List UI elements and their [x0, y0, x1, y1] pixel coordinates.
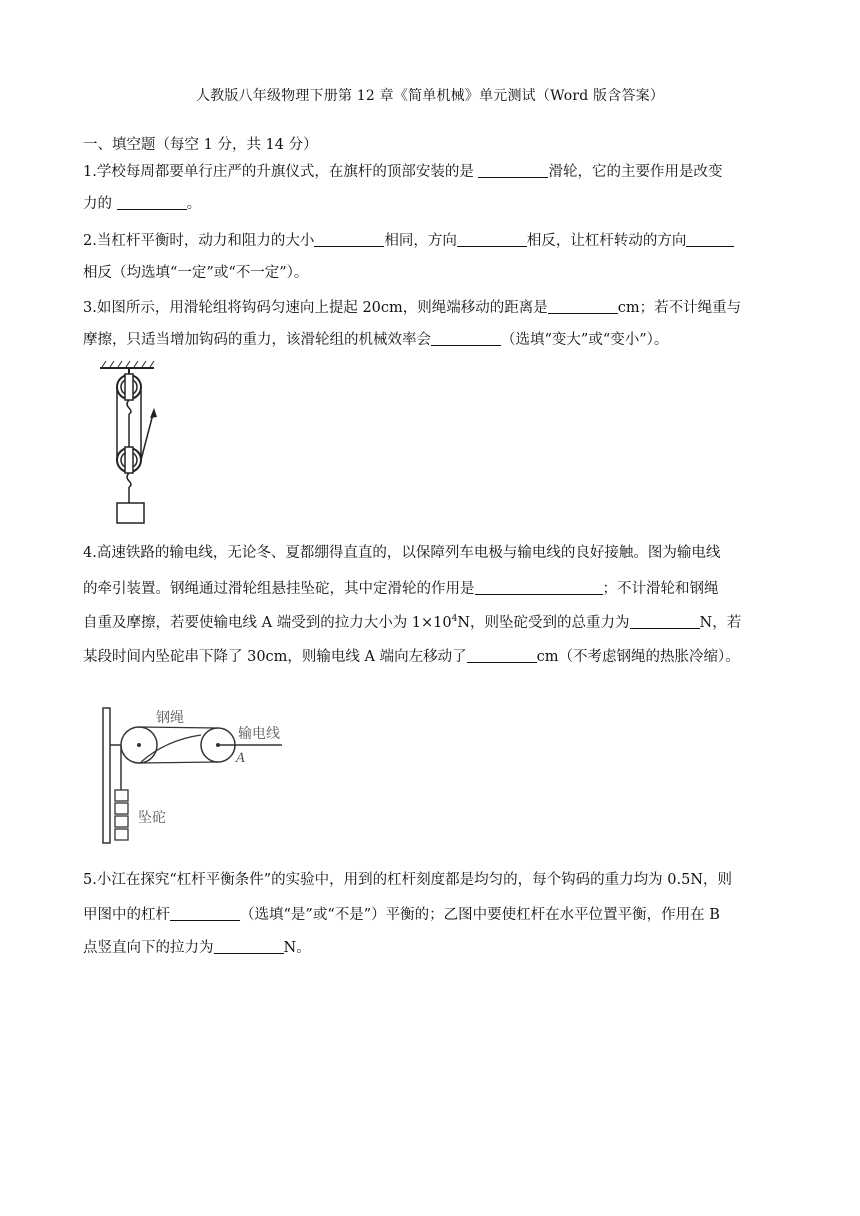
question-5-line-3	[83, 936, 783, 957]
q1-text-d: 。	[186, 196, 202, 212]
q4-text-d: N，则坠砣受到的总重力为	[457, 615, 630, 631]
q5-text-b: （选填“是”或“不是”）平衡的；乙图中要使杠杆在水平位置平衡，作用在 B	[240, 907, 720, 923]
q4-text-b: ；不计滑轮和钢绳	[602, 581, 719, 597]
q4-text-g: cm（不考虑钢绳的热胀冷缩）。	[536, 649, 740, 665]
q2-text-c: 相反，让杠杆转动的方向	[526, 233, 687, 249]
q1-text-b: 滑轮，它的主要作用是改变	[548, 164, 723, 180]
label-rope: 钢绳	[156, 710, 184, 726]
label-counterweight: 坠砣	[138, 810, 166, 826]
answer-blank[interactable]	[314, 232, 384, 247]
answer-blank[interactable]	[170, 906, 240, 921]
question-5-line-2	[83, 903, 783, 924]
q5-text-d: N。	[283, 940, 311, 956]
exponent: 4	[451, 614, 458, 625]
question-4-line-1: 4.高速铁路的输电线，无论冬、夏都绷得直直的，以保障列车电极与输电线的良好接触。图为输电线	[83, 545, 721, 561]
traction-device-figure	[96, 700, 306, 850]
answer-blank[interactable]	[548, 299, 618, 314]
q4-text-e: N，若	[699, 615, 742, 631]
answer-blank[interactable]	[686, 232, 734, 247]
answer-blank[interactable]	[630, 614, 700, 629]
answer-blank[interactable]	[117, 195, 187, 210]
page-title: 人教版八年级物理下册第 12 章《简单机械》单元测试（Word 版含答案）	[195, 88, 665, 104]
q3-text-c: 摩擦，只适当增加钩码的重力，该滑轮组的机械效率会	[83, 332, 431, 348]
answer-blank[interactable]	[478, 163, 548, 178]
q5-text-a: 甲图中的杠杆	[83, 907, 170, 923]
question-4-line-3	[83, 611, 783, 632]
pull-arrow	[141, 408, 157, 460]
answer-blank[interactable]	[457, 232, 527, 247]
section-heading: 一、填空题（每空 1 分，共 14 分）	[83, 137, 318, 153]
q2-text-a: 2.当杠杆平衡时，动力和阻力的大小	[83, 233, 315, 249]
ceiling-hatch	[100, 361, 154, 368]
q5-text-c: 点竖直向下的拉力为	[83, 940, 214, 956]
fixed-pulley	[121, 727, 157, 763]
q4-text-f: 某段时间内坠砣串下降了 30cm，则输电线 A 端向左移动了	[83, 649, 467, 665]
label-point-a: A	[236, 751, 246, 766]
answer-blank[interactable]	[467, 648, 537, 663]
answer-blank[interactable]	[431, 331, 501, 346]
q4-text-a: 的牵引装置。钢绳通过滑轮组悬挂坠砣，其中定滑轮的作用是	[83, 581, 475, 597]
question-3-line-1	[83, 296, 783, 317]
question-3-line-2	[83, 328, 783, 349]
question-4-line-4	[83, 645, 783, 666]
question-1-line-2	[83, 192, 783, 213]
question-5-line-1: 5.小江在探究“杠杆平衡条件”的实验中，用到的杠杆刻度都是均匀的，每个钩码的重力均为 0.5N，则	[83, 872, 733, 888]
q2-text-b: 相同，方向	[384, 233, 457, 249]
answer-blank[interactable]	[214, 939, 284, 954]
fixed-pulley	[117, 374, 141, 400]
q3-text-a: 3.如图所示，用滑轮组将钩码匀速向上提起 20cm，则绳端移动的距离是	[83, 300, 548, 316]
counterweights	[115, 790, 128, 840]
q3-text-d: （选填“变大”或“变小”）。	[501, 332, 669, 348]
question-2-line-1	[83, 229, 783, 250]
question-1-line-1	[83, 160, 783, 181]
question-4-line-2	[83, 577, 783, 598]
pulley-system-figure	[96, 360, 166, 530]
answer-blank[interactable]	[475, 580, 603, 595]
movable-pulley	[117, 447, 141, 473]
q1-text-c: 力的	[83, 196, 117, 212]
hook-weight	[117, 503, 144, 523]
label-power-line: 输电线	[238, 726, 280, 742]
q1-text-a: 1.学校每周都要单行庄严的升旗仪式，在旗杆的顶部安装的是	[83, 164, 479, 180]
q3-text-b: cm；若不计绳重与	[617, 300, 742, 316]
pole	[103, 708, 110, 843]
q4-text-c: 自重及摩擦，若要使输电线 A 端受到的拉力大小为 1×10	[83, 615, 452, 631]
question-2-line-2: 相反（均选填“一定”或“不一定”）。	[83, 265, 309, 281]
